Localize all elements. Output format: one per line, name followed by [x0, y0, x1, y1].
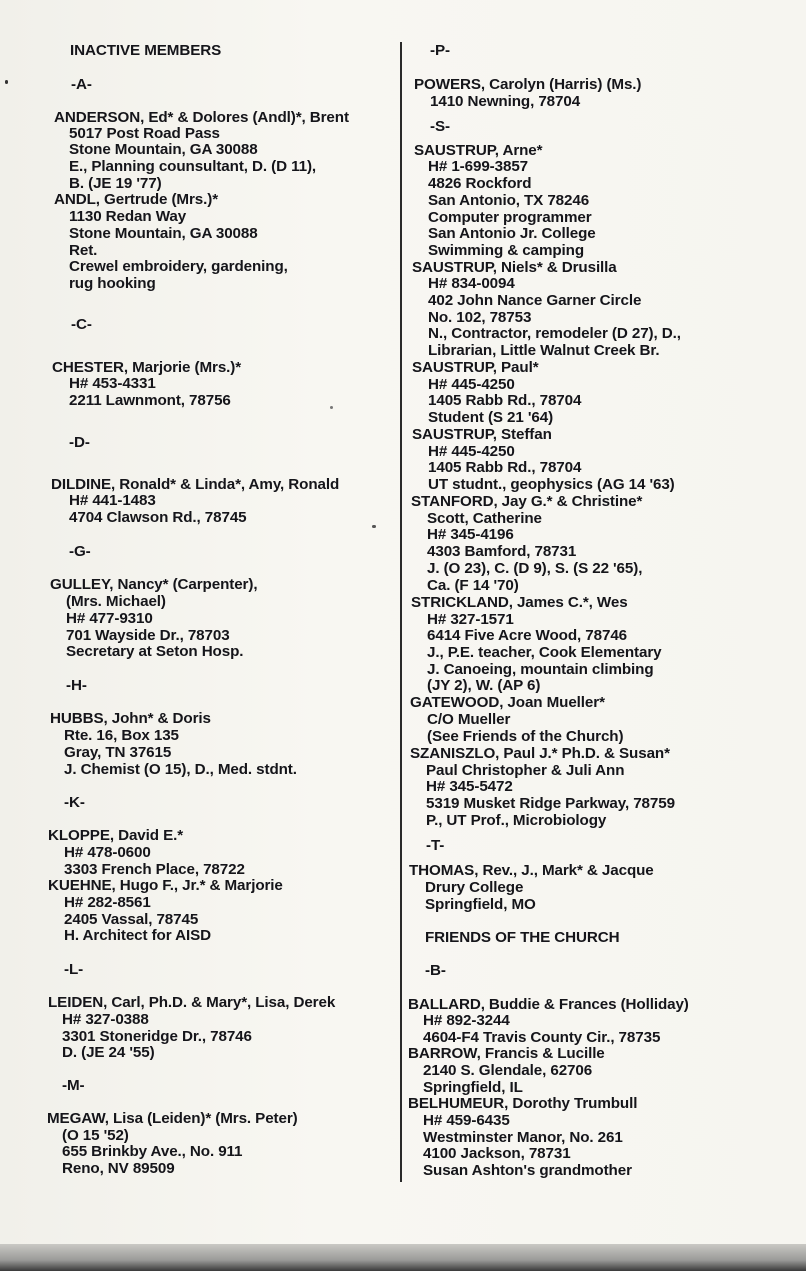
- entry-name: BARROW, Francis & Lucille: [408, 1045, 605, 1062]
- entry-line: Librarian, Little Walnut Creek Br.: [428, 342, 660, 359]
- letter-heading: -C-: [71, 316, 92, 333]
- entry-line: Stone Mountain, GA 30088: [69, 141, 258, 158]
- entry-name: DILDINE, Ronald* & Linda*, Amy, Ronald: [51, 476, 340, 493]
- entry-line: Drury College: [425, 879, 524, 896]
- entry-line: 5319 Musket Ridge Parkway, 78759: [426, 795, 675, 812]
- letter-heading: -A-: [71, 76, 92, 93]
- entry-name: BALLARD, Buddie & Frances (Holliday): [408, 996, 689, 1013]
- entry-line: (O 15 '52): [62, 1127, 129, 1144]
- entry-line: Rte. 16, Box 135: [64, 727, 179, 744]
- entry-line: H# 445-4250: [428, 443, 515, 460]
- entry-line: Springfield, IL: [423, 1079, 523, 1096]
- entry-name: GATEWOOD, Joan Mueller*: [410, 694, 605, 711]
- entry-line: Reno, NV 89509: [62, 1160, 175, 1177]
- entry-line: (See Friends of the Church): [427, 728, 624, 745]
- entry-name: SAUSTRUP, Arne*: [414, 142, 543, 159]
- entry-line: San Antonio, TX 78246: [428, 192, 590, 209]
- entry-line: Springfield, MO: [425, 896, 536, 913]
- section-heading: INACTIVE MEMBERS: [70, 42, 222, 59]
- entry-name: SAUSTRUP, Niels* & Drusilla: [412, 259, 617, 276]
- entry-name: POWERS, Carolyn (Harris) (Ms.): [414, 76, 642, 93]
- entry-line: H. Architect for AISD: [64, 927, 211, 944]
- entry-name: STANFORD, Jay G.* & Christine*: [411, 493, 643, 510]
- entry-name: BELHUMEUR, Dorothy Trumbull: [408, 1095, 638, 1112]
- entry-line: D. (JE 24 '55): [62, 1044, 155, 1061]
- entry-line: Computer programmer: [428, 209, 592, 226]
- entry-line: Student (S 21 '64): [428, 409, 554, 426]
- entry-line: Ret.: [69, 242, 98, 259]
- entry-line: N., Contractor, remodeler (D 27), D.,: [428, 325, 681, 342]
- column-divider: [400, 42, 402, 1182]
- entry-line: 3301 Stoneridge Dr., 78746: [62, 1028, 252, 1045]
- entry-line: B. (JE 19 '77): [69, 175, 162, 192]
- entry-line: H# 453-4331: [69, 375, 156, 392]
- entry-name: SAUSTRUP, Steffan: [412, 426, 552, 443]
- entry-line: Gray, TN 37615: [64, 744, 172, 761]
- entry-line: 655 Brinkby Ave., No. 911: [62, 1143, 243, 1160]
- entry-line: Paul Christopher & Juli Ann: [426, 762, 625, 779]
- entry-line: C/O Mueller: [427, 711, 511, 728]
- entry-line: UT studnt., geophysics (AG 14 '63): [428, 476, 675, 493]
- entry-name: KUEHNE, Hugo F., Jr.* & Marjorie: [48, 877, 283, 894]
- entry-line: 2211 Lawnmont, 78756: [69, 392, 231, 409]
- entry-line: 701 Wayside Dr., 78703: [66, 627, 230, 644]
- entry-line: 2140 S. Glendale, 62706: [423, 1062, 593, 1079]
- entry-line: (Mrs. Michael): [66, 593, 166, 610]
- entry-line: H# 282-8561: [64, 894, 151, 911]
- entry-line: 4704 Clawson Rd., 78745: [69, 509, 247, 526]
- entry-line: 4303 Bamford, 78731: [427, 543, 577, 560]
- entry-line: 6414 Five Acre Wood, 78746: [427, 627, 628, 644]
- section-heading: FRIENDS OF THE CHURCH: [425, 929, 620, 946]
- entry-line: P., UT Prof., Microbiology: [426, 812, 607, 829]
- speck-mark: [372, 525, 376, 528]
- entry-line: 4826 Rockford: [428, 175, 532, 192]
- entry-line: H# 1-699-3857: [428, 158, 529, 175]
- entry-line: H# 327-0388: [62, 1011, 149, 1028]
- entry-name: ANDERSON, Ed* & Dolores (Andl)*, Brent: [54, 109, 349, 126]
- entry-line: 4100 Jackson, 78731: [423, 1145, 571, 1162]
- entry-line: Ca. (F 14 '70): [427, 577, 519, 594]
- entry-line: J. (O 23), C. (D 9), S. (S 22 '65),: [427, 560, 643, 577]
- entry-name: THOMAS, Rev., J., Mark* & Jacque: [409, 862, 654, 879]
- entry-line: H# 478-0600: [64, 844, 151, 861]
- entry-line: Crewel embroidery, gardening,: [69, 258, 288, 275]
- entry-line: H# 834-0094: [428, 275, 515, 292]
- letter-heading: -B-: [425, 962, 446, 979]
- entry-name: STRICKLAND, James C.*, Wes: [411, 594, 628, 611]
- entry-line: 1405 Rabb Rd., 78704: [428, 392, 582, 409]
- entry-line: H# 477-9310: [66, 610, 153, 627]
- letter-heading: -T-: [426, 837, 445, 854]
- letter-heading: -D-: [69, 434, 90, 451]
- entry-name: KLOPPE, David E.*: [48, 827, 184, 844]
- letter-heading: -P-: [430, 42, 450, 59]
- entry-name: SAUSTRUP, Paul*: [412, 359, 539, 376]
- entry-line: Secretary at Seton Hosp.: [66, 643, 244, 660]
- entry-line: J. Canoeing, mountain climbing: [427, 661, 654, 678]
- entry-line: 1405 Rabb Rd., 78704: [428, 459, 582, 476]
- entry-line: H# 445-4250: [428, 376, 515, 393]
- entry-name: GULLEY, Nancy* (Carpenter),: [50, 576, 258, 593]
- entry-line: H# 892-3244: [423, 1012, 510, 1029]
- entry-line: H# 441-1483: [69, 492, 156, 509]
- entry-name: SZANISZLO, Paul J.* Ph.D. & Susan*: [410, 745, 670, 762]
- entry-line: 3303 French Place, 78722: [64, 861, 245, 878]
- entry-line: No. 102, 78753: [428, 309, 532, 326]
- entry-name: LEIDEN, Carl, Ph.D. & Mary*, Lisa, Derek: [48, 994, 336, 1011]
- entry-line: H# 459-6435: [423, 1112, 510, 1129]
- letter-heading: -G-: [69, 543, 91, 560]
- entry-line: H# 327-1571: [427, 611, 514, 628]
- entry-line: San Antonio Jr. College: [428, 225, 596, 242]
- letter-heading: -H-: [66, 677, 87, 694]
- letter-heading: -S-: [430, 118, 450, 135]
- entry-line: E., Planning counsultant, D. (D 11),: [69, 158, 317, 175]
- entry-name: ANDL, Gertrude (Mrs.)*: [54, 191, 219, 208]
- entry-line: 1130 Redan Way: [69, 208, 187, 225]
- entry-line: H# 345-5472: [426, 778, 513, 795]
- entry-name: MEGAW, Lisa (Leiden)* (Mrs. Peter): [47, 1110, 298, 1127]
- entry-line: 4604-F4 Travis County Cir., 78735: [423, 1029, 661, 1046]
- entry-line: Westminster Manor, No. 261: [423, 1129, 623, 1146]
- entry-line: Swimming & camping: [428, 242, 585, 259]
- entry-line: (JY 2), W. (AP 6): [427, 677, 541, 694]
- entry-name: HUBBS, John* & Doris: [50, 710, 211, 727]
- letter-heading: -K-: [64, 794, 85, 811]
- letter-heading: -M-: [62, 1077, 85, 1094]
- entry-line: rug hooking: [69, 275, 156, 292]
- entry-name: CHESTER, Marjorie (Mrs.)*: [52, 359, 242, 376]
- entry-line: Stone Mountain, GA 30088: [69, 225, 258, 242]
- entry-line: J., P.E. teacher, Cook Elementary: [427, 644, 662, 661]
- entry-line: 5017 Post Road Pass: [69, 125, 220, 142]
- entry-line: Scott, Catherine: [427, 510, 542, 527]
- speck-mark: [5, 80, 8, 84]
- entry-line: 402 John Nance Garner Circle: [428, 292, 642, 309]
- speck-mark: [330, 406, 333, 409]
- entry-line: 1410 Newning, 78704: [430, 93, 581, 110]
- entry-line: J. Chemist (O 15), D., Med. stdnt.: [64, 761, 297, 778]
- entry-line: Susan Ashton's grandmother: [423, 1162, 632, 1179]
- letter-heading: -L-: [64, 961, 84, 978]
- entry-line: 2405 Vassal, 78745: [64, 911, 199, 928]
- entry-line: H# 345-4196: [427, 526, 514, 543]
- scan-bottom-edge: [0, 1244, 806, 1271]
